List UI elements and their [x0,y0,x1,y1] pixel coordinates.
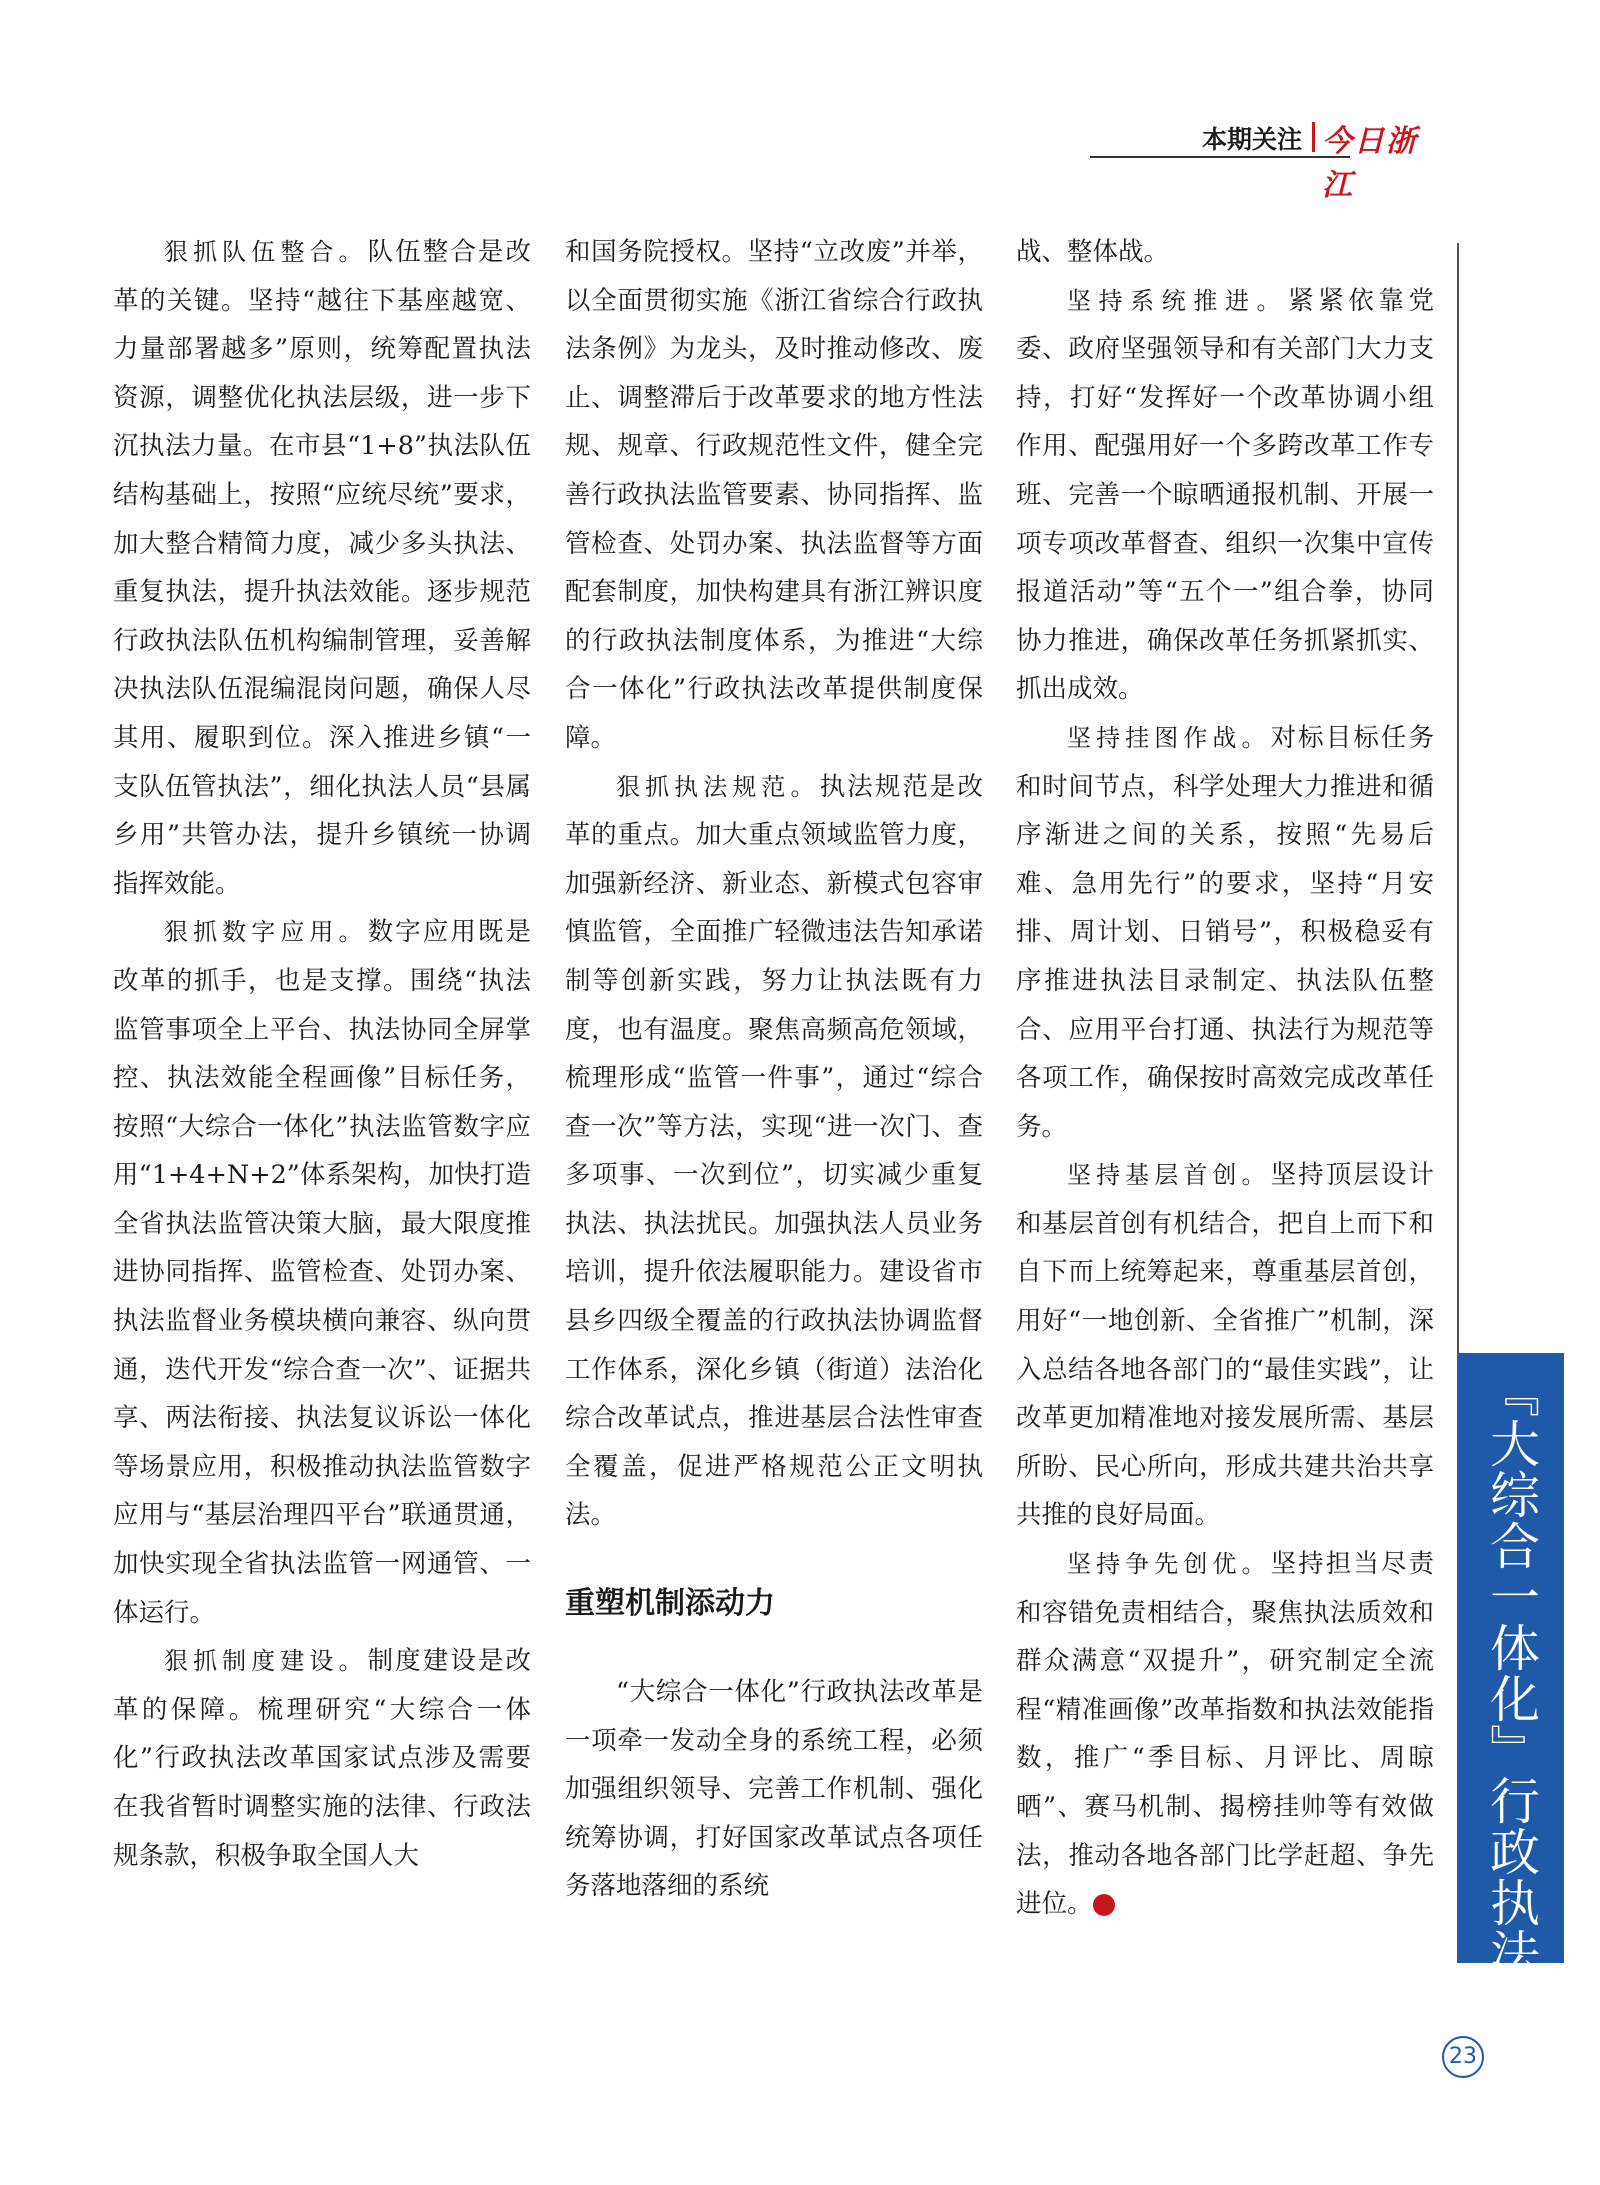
paragraph-lead: 狠抓数字应用。 [164,918,368,947]
paragraph-lead: 坚持争先创优。 [1067,1550,1271,1579]
paragraph [1016,1540,1434,1929]
paragraph-body: 坚持担当尽责和容错免责相结合，聚焦执法质效和群众满意“双提升”，研究制定全流程“精准画像”改革指数和执法效能指数，推广“季目标、月评比、周晾晒”、赛马机制、揭榜挂帅等有效做法，推动各地各部门比学赶超、争先进位。 [1016,1549,1434,1920]
paragraph-body: “大综合一体化”行政执法改革是一项牵一发动全身的系统工程，必须加强组织领导、完善工作机制、强化统筹协调，打好国家改革试点各项任务落地落细的系统 [565,1677,983,1902]
column-2 [565,228,983,1911]
header-divider [1312,122,1315,152]
paragraph-body: 紧紧依靠党委、政府坚强领导和有关部门大力支持，打好“发挥好一个改革协调小组作用、配强用好一个多跨改革工作专班、完善一个晾晒通报机制、开展一项专项改革督查、组织一次集中宣传报道活动”等“五个一”组合拳，协同协力推进，确保改革任务抓紧抓实、抓出成效。 [1016,285,1434,705]
paragraph [1016,1151,1434,1540]
paragraph-body: 执法规范是改革的重点。加大重点领域监管力度，加强新经济、新业态、新模式包容审慎监管，全面推广轻微违法告知承诺制等创新实践，努力让执法既有力度，也有温度。聚焦高频高危领域，梳理形成“监管一件事”，通过“综合查一次”等方法，实现“进一次门、查多项事、一次到位”，切实减少重复执法、执法扰民。加强执法人员业务培训，提升依法履职能力。建设省市县乡四级全覆盖的行政执法协调监督工作体系，深化乡镇（街道）法治化综合改革试点，推进基层合法性审查全覆盖，促进严格规范公正文明执法。 [565,771,983,1531]
paragraph [113,228,531,908]
paragraph [1016,277,1434,714]
paragraph-lead: 坚持基层首创。 [1067,1161,1271,1190]
paragraph [565,1668,983,1911]
paragraph [565,763,983,1541]
paragraph-lead: 狠抓制度建设。 [164,1647,368,1676]
page-number: 23 [1442,2036,1484,2078]
column-1 [113,228,531,1880]
paragraph-continued: 战、整体战。 [1016,237,1170,267]
paragraph-lead: 坚持系统推进。 [1067,286,1289,315]
paragraph-body: 数字应用既是改革的抓手，也是支撑。围绕“执法监管事项全上平台、执法协同全屏掌控、执法效能全程画像”目标任务，按照“大综合一体化”执法监管数字应用“1+4+N+2”体系架构，加快打造全省执法监管决策大脑，最大限度推进协同指挥、监管检查、处罚办案、执法监督业务模块横向兼容、纵向贯通，迭代开发“综合查一次”、证据共享、两法衔接、执法复议诉讼一体化等场景应用，积极推动执法监管数字应用与“基层治理四平台”联通贯通，加快实现全省执法监管一网通管、一体运行。 [113,917,531,1628]
column-3 [1016,228,1434,1929]
paragraph-lead: 狠抓执法规范。 [616,772,820,801]
paragraph-lead: 狠抓队伍整合。 [164,238,368,266]
section-label: 本期关注 [1202,125,1303,154]
section-heading: 重塑机制添动力 [565,1586,775,1622]
paragraph-body: 对标目标任务和时间节点，科学处理大力推进和循序渐进之间的关系，按照“先易后难、急用先行”的要求，坚持“月安排、周计划、日销号”，积极稳妥有序推进执法目录制定、执法队伍整合、应用平台打通、执法行为规范等各项工作，确保按时高效完成改革任务。 [1016,722,1434,1142]
page-header [1090,118,1440,203]
paragraph [113,908,531,1637]
paragraph-continued: 和国务院授权。坚持“立改废”并举，以全面贯彻实施《浙江省综合行政执法条例》为龙头，及时推动修改、废止、调整滞后于改革要求的地方性法规、规章、行政规范性文件，健全完善行政执法监管要素、协同指挥、监管检查、处罚办案、执法监督等方面配套制度，加快构建具有浙江辨识度的行政执法制度体系，为推进“大综合一体化”行政执法改革提供制度保障。 [565,237,983,753]
magazine-logo: 今日浙江 [1322,124,1418,203]
paragraph-body: 制度建设是改革的保障。梳理研究“大综合一体化”行政执法改革国家试点涉及需要在我省暂时调整实施的法律、行政法规条款，积极争取全国人大 [113,1646,531,1871]
end-mark-icon: 今 [1093,1894,1115,1916]
header-rule [1090,156,1350,158]
paragraph-body: 队伍整合是改革的关键。坚持“越往下基座越宽、力量部署越多”原则，统筹配置执法资源，调整优化执法层级，进一步下沉执法力量。在市县“1+8”执法队伍结构基础上，按照“应统尽统”要求，加大整合精简力度，减少多头执法、重复执法，提升执法效能。逐步规范行政执法队伍机构编制管理，妥善解决执法队伍混编混岗问题，确保人尽其用、履职到位。深入推进乡镇“一支队伍管执法”，细化执法人员“县属乡用”共管办法，提升乡镇统一协调指挥效能。 [113,237,531,899]
paragraph-body: 坚持顶层设计和基层首创有机结合，把自上而下和自下而上统筹起来，尊重基层首创，用好“一地创新、全省推广”机制，深入总结各地各部门的“最佳实践”，让改革更加精准地对接发展所需、基层所盼、民心所向，形成共建共治共享共推的良好局面。 [1016,1160,1434,1531]
banner-title: 『大综合一体化』行政执法改革 [1482,1367,1540,2081]
paragraph [1016,714,1434,1151]
paragraph-lead: 坚持挂图作战。 [1067,723,1271,752]
paragraph [113,1637,531,1880]
